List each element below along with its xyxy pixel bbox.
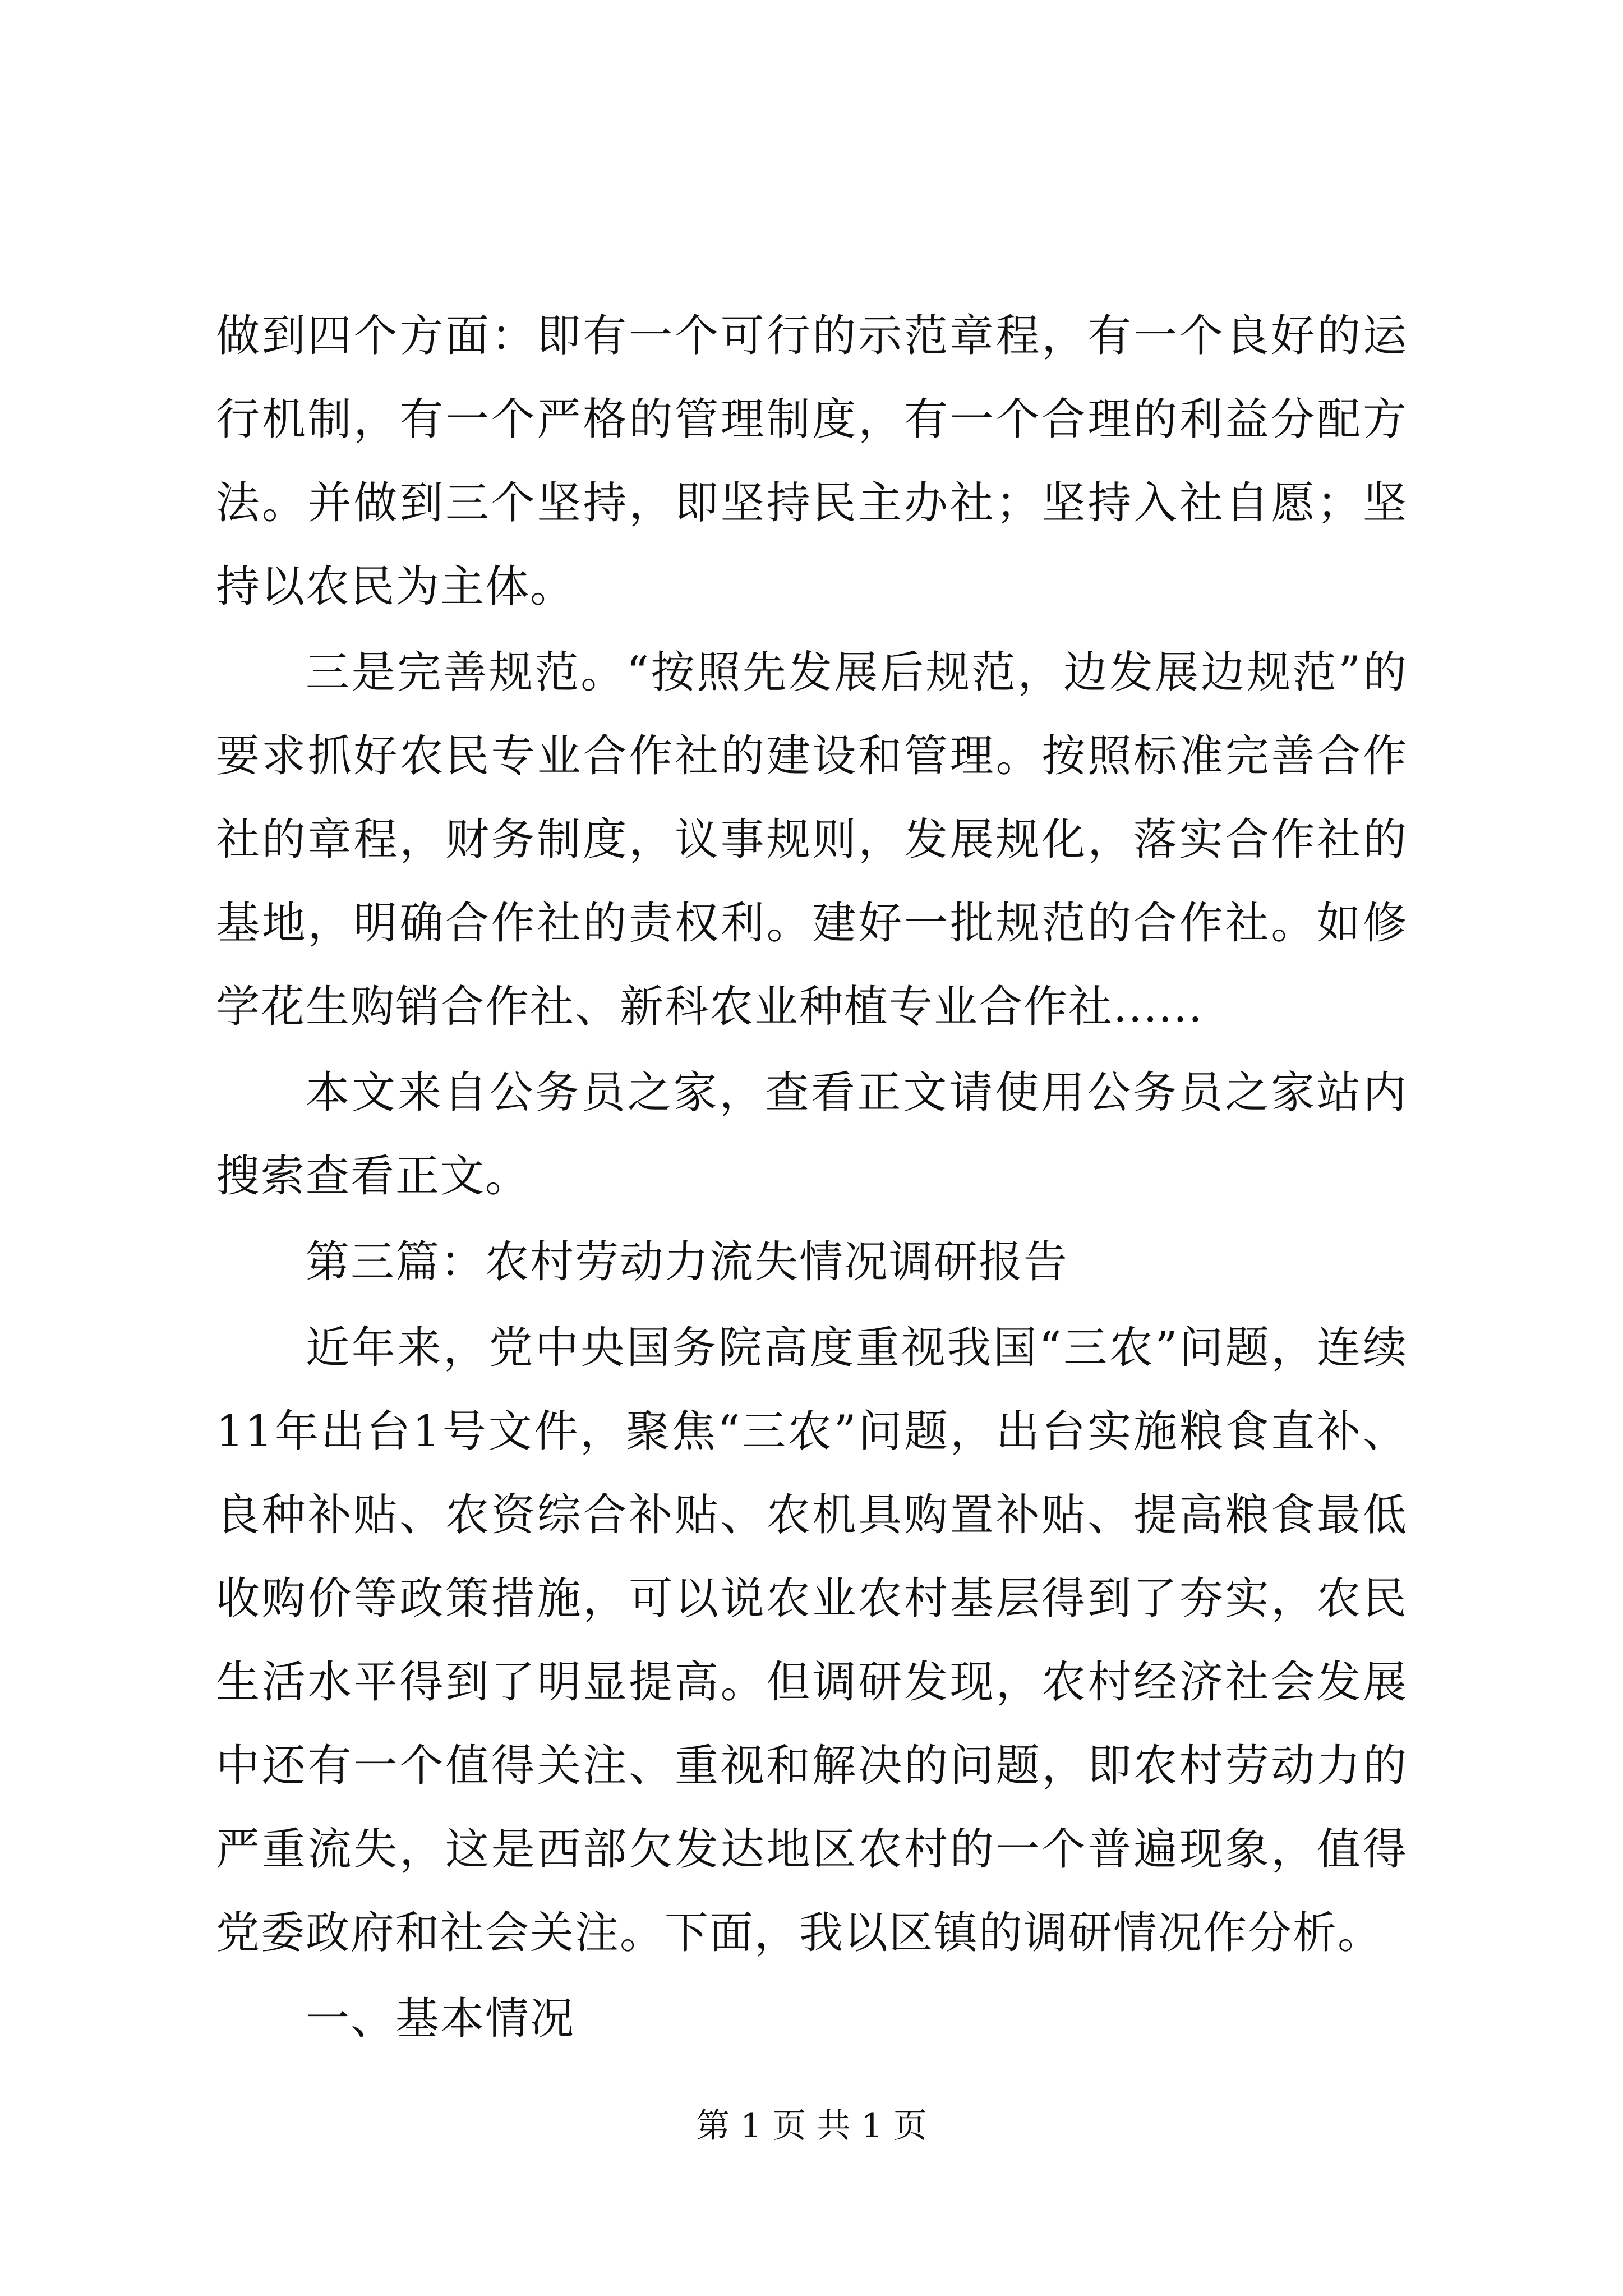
page-footer: 第 1 页 共 1 页 [696, 2106, 927, 2146]
paragraph-introduction: 近年来，党中央国务院高度重视我国“三农”问题，连续11年出台1号文件，聚焦“三农”问题，出台实施粮食直补、良种补贴、农资综合补贴、农机具购置补贴、提高粮食最低收购价等政策措施，可以说农业农村基层得到了夯实，农民生活水平得到了明显提高。但调研发现，农村经济社会发展中还有一个值得关注、重视和解决的问题，即农村劳动力的严重流失，这是西部欠发达地区农村的一个普遍现象，值得党委政府和社会关注。下面，我以区镇的调研情况作分析。 [216, 1323, 1408, 1958]
document-body [216, 295, 1408, 2061]
section-heading-part-three: 第三篇：农村劳动力流失情况调研报告 [306, 1237, 1069, 1287]
paragraph-standardization: 三是完善规范。“按照先发展后规范，边发展边规范”的要求抓好农民专业合作社的建设和管理。按照标准完善合作社的章程，财务制度，议事规则，发展规化，落实合作社的基地，明确合作社的责权利。建好一批规范的合作社。如修学花生购销合作社、新科农业种植专业合作社...... [216, 647, 1408, 1032]
paragraph-source-note: 本文来自公务员之家，查看正文请使用公务员之家站内搜索查看正文。 [216, 1068, 1408, 1202]
subheading-basic-situation: 一、基本情况 [306, 1994, 575, 2044]
paragraph-continuation: 做到四个方面：即有一个可行的示范章程，有一个良好的运行机制，有一个严格的管理制度，有一个合理的利益分配方法。并做到三个坚持，即坚持民主办社；坚持入社自愿；坚持以农民为主体。 [216, 311, 1408, 612]
